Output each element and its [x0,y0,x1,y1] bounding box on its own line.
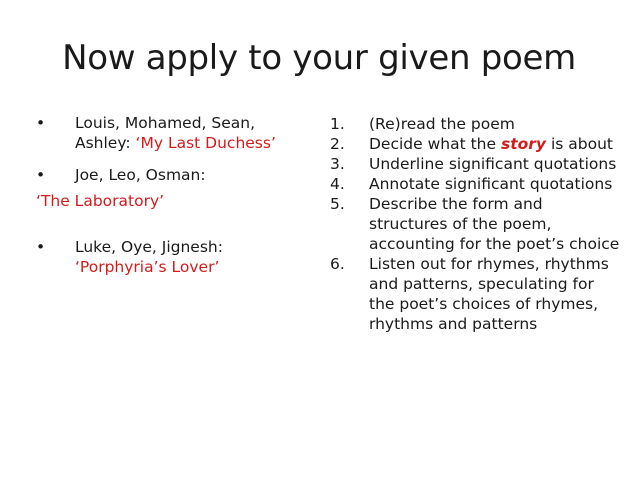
slide-title: Now apply to your given poem [62,38,576,78]
step-number: 2. [330,135,345,153]
step-number: 4. [330,175,345,193]
step-item [330,194,620,254]
step-item [330,134,620,154]
bullet-marker: • [36,238,46,256]
group-list [36,113,306,277]
step-text: Underline significant quotations [369,155,617,173]
poem-title: ‘My Last Duchess’ [135,134,276,152]
step-number: 6. [330,255,345,273]
bullet-marker: • [36,166,46,184]
steps-panel [330,114,620,334]
step-emphasis: story [500,135,547,153]
group-names: Louis, Mohamed, Sean, Ashley: [75,114,256,152]
step-text: is about [546,135,613,153]
step-text: (Re)read the poem [369,115,515,133]
group-item [36,113,306,153]
group-names: Joe, Leo, Osman: [75,166,206,184]
bullet-marker: • [36,114,46,132]
step-text: Decide what the [369,135,501,153]
poem-title: ‘Porphyria’s Lover’ [75,258,220,276]
group-item [36,237,306,277]
step-text: Annotate significant quotations [369,175,613,193]
step-text: Listen out for rhymes, rhythms and patterns, speculating for the poet’s choices of rhymes, rhythms and patterns [369,255,609,333]
step-number: 1. [330,115,345,133]
step-item [330,154,620,174]
step-item [330,114,620,134]
step-item [330,254,620,334]
step-text: Describe the form and structures of the poem, accounting for the poet’s choice [369,195,620,253]
poem-title: ‘The Laboratory’ [36,192,165,210]
step-item [330,174,620,194]
group-names: Luke, Oye, Jignesh: [75,238,223,256]
step-number: 5. [330,195,345,213]
steps-list [330,114,620,334]
step-number: 3. [330,155,345,173]
group-item [36,165,306,185]
